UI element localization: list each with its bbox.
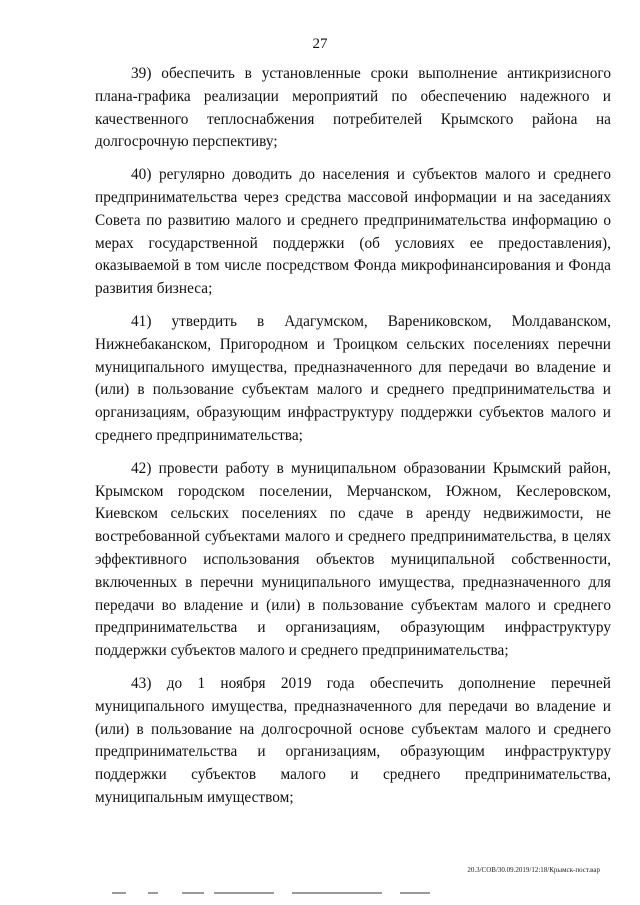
paragraph-43: 43) до 1 ноября 2019 года обеспечить дополнение перечней муниципального имущества, предназначенного для передачи во владение и (или) в пользование на долгосрочной основе субъектам малого и среднего предпринимательства и организациям, образующим инфраструктуру поддержки субъектов малого и среднего предпринимательства, муниципальным имуществом;	[95, 674, 611, 806]
document-footer-code: 20.3/СОВ/30.09.2019/12:18/Крымск-пост.вар	[467, 866, 600, 874]
paragraph-39: 39) обеспечить в установленные сроки выполнение антикризисного плана-графика реализации мероприятий по обеспечению надежного и качественного теплоснабжения потребителей Крымского района на долгосрочную перспективу;	[95, 65, 611, 151]
document-body	[95, 63, 611, 820]
paragraph-40: 40) регулярно доводить до населения и субъектов малого и среднего предпринимательства через средства массовой информации и на заседаниях Совета по развитию малого и среднего предпринимательства информацию о мерах государственной поддержки (об условиях ее предоставления), оказываемой в том числе посредством Фонда микрофинансирования и Фонда развития бизнеса;	[95, 166, 611, 298]
paragraph-42: 42) провести работу в муниципальном образовании Крымский район, Крымском городском поселении, Мерчанском, Южном, Кеслеровском, Киевском сельских поселениях по сдаче в аренду недвижимости, не востребованной субъектами малого и среднего предпринимательства, в целях эффективного использования объектов муниципальной собственности, включенных в перечни муниципального имущества, предназначенного для передачи во владение и (или) в пользование субъектам малого и среднего предпринимательства и организациям, образующим инфраструктуру поддержки субъектов малого и среднего предпринимательства;	[95, 459, 611, 660]
scan-edge-artifact	[0, 880, 640, 905]
paragraph-41: 41) утвердить в Адагумском, Варениковском, Молдаванском, Нижнебаканском, Пригородном и Троицком сельских поселениях перечни муниципального имущества, предназначенного для передачи во владение и (или) в пользование субъектам малого и среднего предпринимательства и организациям, образующим инфраструктуру поддержки субъектов малого и среднего предпринимательства;	[95, 312, 611, 444]
page-number: 27	[312, 36, 328, 52]
